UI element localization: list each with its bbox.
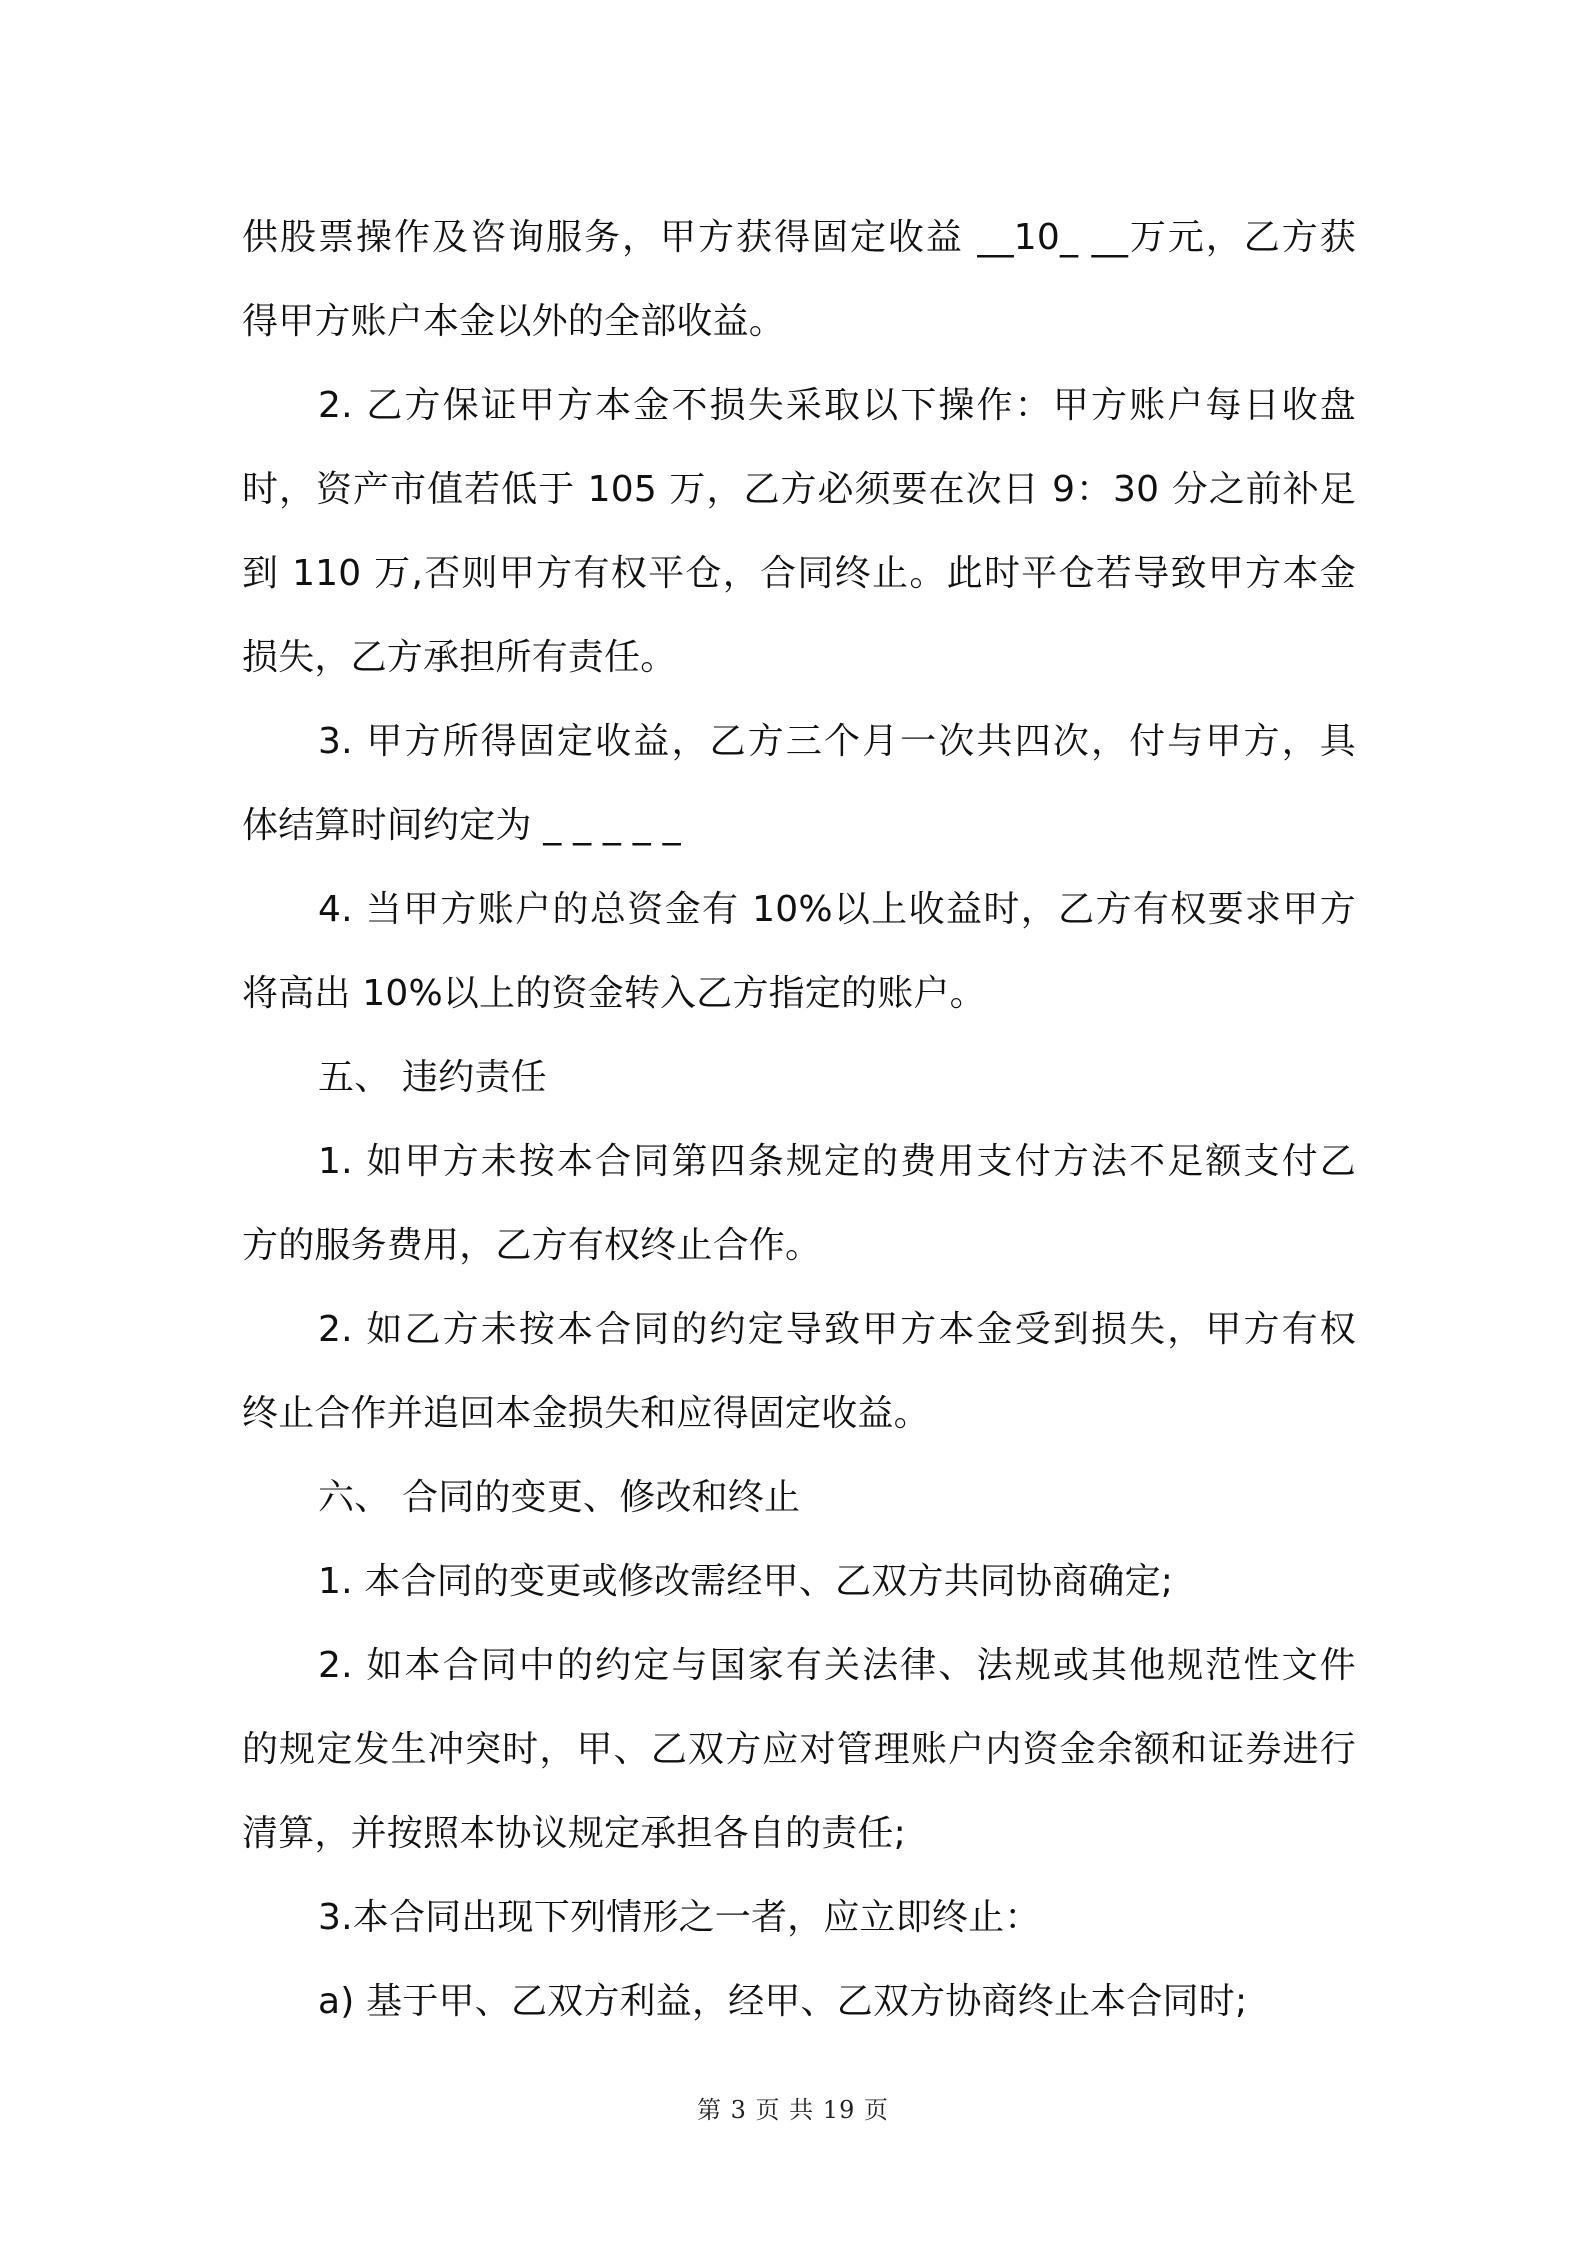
change-clause-3-line: 3.本合同出现下列情形之一者，应立即终止： [318, 1897, 1041, 1938]
clause-4-line: 4. 当甲方账户的总资金有 10%以上收益时，乙方有权要求甲方 [318, 889, 1356, 930]
page-number-footer: 第 3 页 共 19 页 [697, 2096, 889, 2124]
document-body [242, 196, 1356, 2044]
breach-clause-1-line: 1. 如甲方未按本合同第四条规定的费用支付方法不足额支付乙 [318, 1141, 1356, 1182]
section-heading-change: 六、 合同的变更、修改和终止 [318, 1477, 801, 1518]
breach-clause-2-line: 2. 如乙方未按本合同的约定导致甲方本金受到损失，甲方有权 [318, 1309, 1356, 1350]
text-line: 供股票操作及咨询服务，甲方获得固定收益 __10_ __万元，乙方获 [242, 217, 1356, 258]
change-clause-3a-line: a) 基于甲、乙双方利益，经甲、乙双方协商终止本合同时; [318, 1981, 1248, 2022]
text-line: 清算，并按照本协议规定承担各自的责任; [242, 1813, 906, 1854]
section-heading-breach: 五、 违约责任 [318, 1057, 547, 1098]
change-clause-2-line: 2. 如本合同中的约定与国家有关法律、法规或其他规范性文件 [318, 1645, 1356, 1686]
text-line: 时，资产市值若低于 105 万，乙方必须要在次日 9：30 分之前补足 [242, 469, 1356, 510]
text-line: 终止合作并追回本金损失和应得固定收益。 [242, 1393, 930, 1434]
text-line: 体结算时间约定为 _ _ _ _ _ [242, 805, 681, 846]
text-line: 损失，乙方承担所有责任。 [242, 637, 677, 678]
text-line: 得甲方账户本金以外的全部收益。 [242, 301, 786, 342]
text-line: 的规定发生冲突时，甲、乙双方应对管理账户内资金余额和证券进行 [242, 1729, 1356, 1770]
change-clause-1-line: 1. 本合同的变更或修改需经甲、乙双方共同协商确定; [318, 1561, 1174, 1602]
clause-2-line: 2. 乙方保证甲方本金不损失采取以下操作：甲方账户每日收盘 [318, 385, 1356, 426]
text-line: 到 110 万,否则甲方有权平仓，合同终止。此时平仓若导致甲方本金 [242, 553, 1356, 594]
text-line: 方的服务费用，乙方有权终止合作。 [242, 1225, 822, 1266]
clause-3-line: 3. 甲方所得固定收益，乙方三个月一次共四次，付与甲方，具 [318, 721, 1356, 762]
text-line: 将高出 10%以上的资金转入乙方指定的账户。 [242, 973, 986, 1014]
